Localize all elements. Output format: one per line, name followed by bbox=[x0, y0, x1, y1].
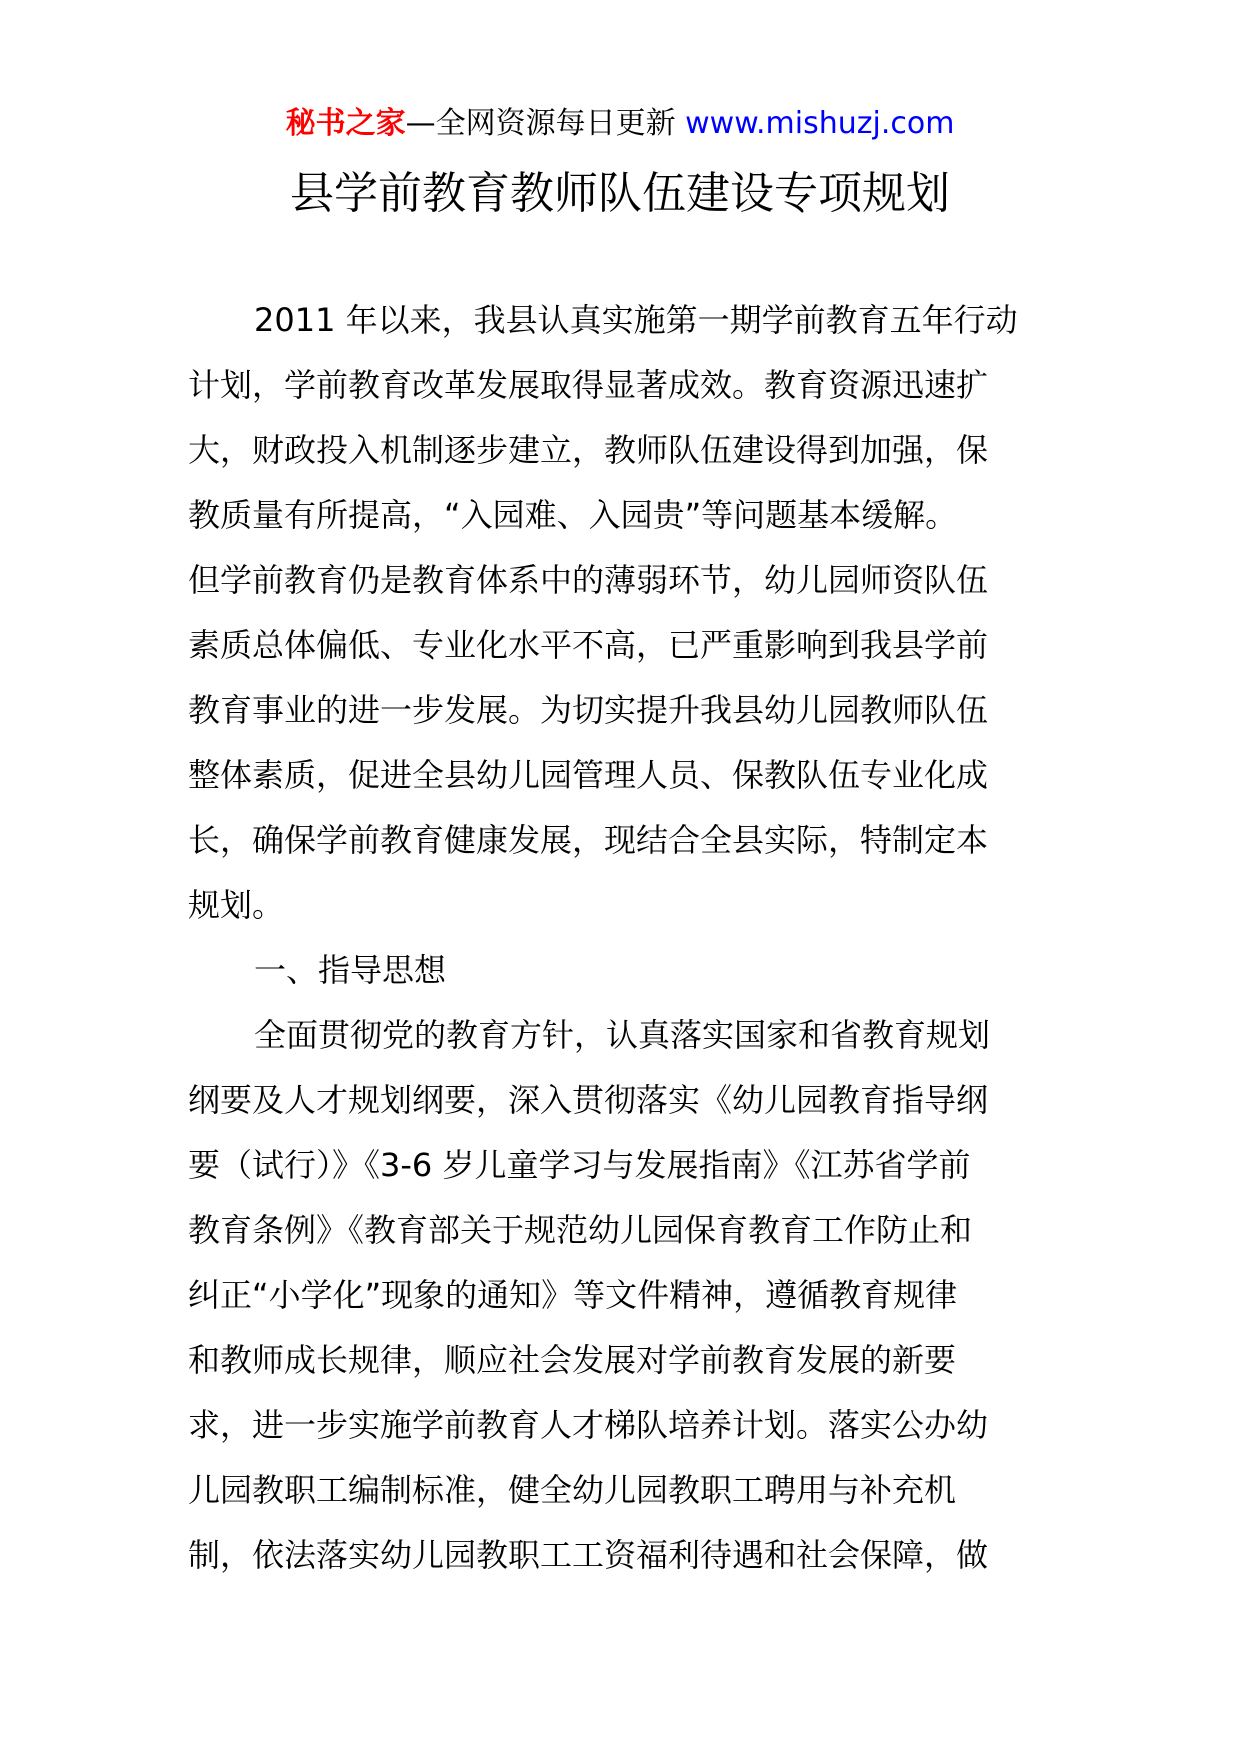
text-line: 制，依法落实幼儿园教职工工资福利待遇和社会保障，做 bbox=[188, 1536, 989, 1574]
text-line: 大，财政投入机制逐步建立，教师队伍建设得到加强，保 bbox=[188, 431, 989, 469]
text-line: 全面贯彻党的教育方针，认真落实国家和省教育规划 bbox=[254, 1016, 991, 1054]
paragraph-intro bbox=[188, 288, 1052, 938]
text-line: 纲要及人才规划纲要，深入贯彻落实《幼儿园教育指导纲 bbox=[188, 1081, 989, 1119]
text-line: 规划。 bbox=[188, 886, 285, 924]
header-slogan: —全网资源每日更新 bbox=[405, 106, 686, 141]
text-line: 教育条例》《教育部关于规范幼儿园保育教育工作防止和 bbox=[188, 1211, 973, 1249]
text-line: 儿园教职工编制标准，健全幼儿园教职工聘用与补充机 bbox=[188, 1471, 957, 1509]
text-line: 2011 年以来，我县认真实施第一期学前教育五年行动 bbox=[254, 301, 1018, 339]
paragraph-guiding-ideology bbox=[188, 1003, 1052, 1588]
text-line: 求，进一步实施学前教育人才梯队培养计划。落实公办幼 bbox=[188, 1406, 989, 1444]
text-line: 但学前教育仍是教育体系中的薄弱环节，幼儿园师资队伍 bbox=[188, 561, 989, 599]
text-line: 教育事业的进一步发展。为切实提升我县幼儿园教师队伍 bbox=[188, 691, 989, 729]
text-line: 计划，学前教育改革发展取得显著成效。教育资源迅速扩 bbox=[188, 366, 989, 404]
text-line: 纠正“小学化”现象的通知》等文件精神，遵循教育规律 bbox=[188, 1276, 958, 1314]
text-line: 教质量有所提高，“入园难、入园贵”等问题基本缓解。 bbox=[188, 496, 958, 534]
site-header bbox=[0, 104, 1240, 144]
text-line: 要（试行）》《3-6 岁儿童学习与发展指南》《江苏省学前 bbox=[188, 1146, 971, 1184]
document-body bbox=[188, 288, 1052, 1588]
website-link[interactable]: www.mishuzj.com bbox=[685, 106, 955, 141]
text-line: 长，确保学前教育健康发展，现结合全县实际，特制定本 bbox=[188, 821, 989, 859]
text-line: 素质总体偏低、专业化水平不高，已严重影响到我县学前 bbox=[188, 626, 989, 664]
text-line: 和教师成长规律，顺应社会发展对学前教育发展的新要 bbox=[188, 1341, 957, 1379]
text-line: 整体素质，促进全县幼儿园管理人员、保教队伍专业化成 bbox=[188, 756, 989, 794]
section-heading: 一、指导思想 bbox=[254, 951, 447, 989]
brand-name: 秘书之家 bbox=[285, 106, 406, 141]
document-title: 县学前教育教师队伍建设专项规划 bbox=[290, 168, 950, 219]
